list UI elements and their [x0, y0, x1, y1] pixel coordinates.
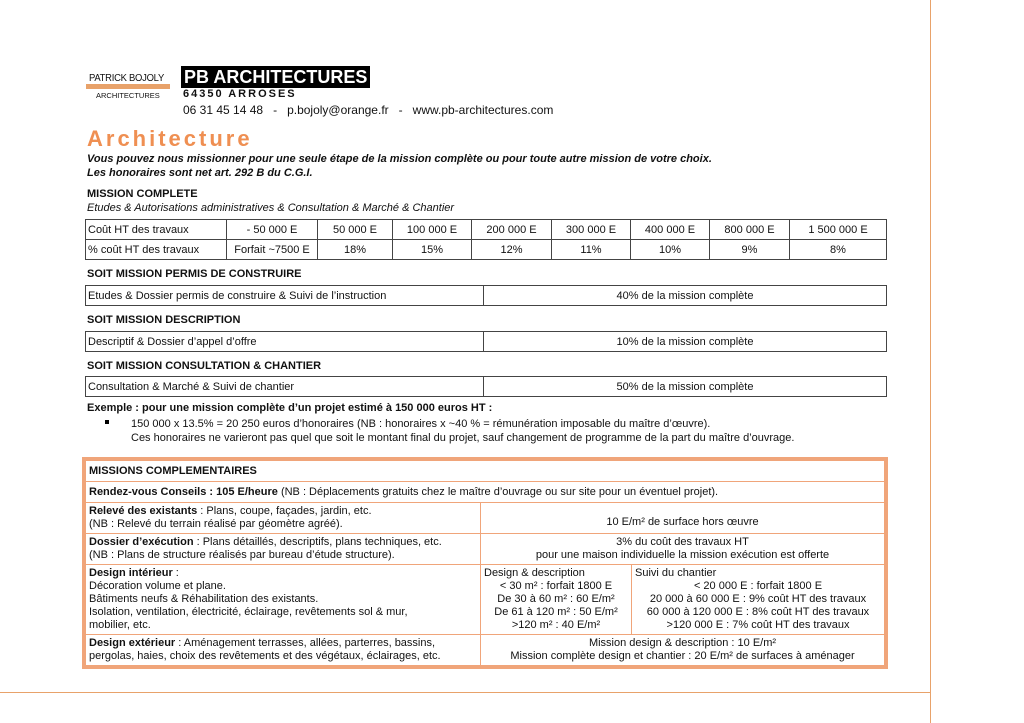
intro — [87, 152, 712, 180]
contact-line: 06 31 45 14 48 - p.bojoly@orange.fr - www.pb-architectures.com — [183, 103, 554, 117]
exec-cell — [86, 534, 481, 565]
di-col1-title: Design & description — [484, 567, 585, 579]
di-chantier-cell — [632, 565, 885, 635]
example-line-1: 150 000 x 13.5% = 20 250 euros d’honoraires (NB : honoraires x ~40 % = rémunération imposable du maître d’œuvre). — [131, 418, 711, 430]
mission-complete-subtitle: Etudes & Autorisations administratives & Consultation & Marché & Chantier — [87, 202, 455, 214]
fee-row-cost — [86, 220, 887, 240]
page-title: Architecture — [87, 126, 253, 151]
horizontal-rule — [0, 692, 930, 693]
di-col2-title: Suivi du chantier — [635, 567, 717, 579]
fee-table — [85, 219, 887, 260]
fee-cell: 50 000 E — [318, 220, 393, 240]
di-col2-line: 60 000 à 120 000 E : 8% coût HT des travaux — [646, 606, 870, 618]
di-col1-line: De 61 à 120 m² : 50 E/m² — [494, 606, 618, 618]
example-heading: Exemple : pour une mission complète d’un projet estimé à 150 000 euros HT : — [87, 402, 493, 414]
fee-cell: % coût HT des travaux — [86, 240, 227, 260]
rdv-title: Rendez-vous Conseils : 105 E/heure — [89, 486, 278, 498]
fee-cell: 10% — [631, 240, 710, 260]
design-exterieur-cell — [86, 635, 481, 666]
rdv-row — [86, 482, 885, 503]
di-line: mobilier, etc. — [89, 619, 151, 631]
de-desc: : Aménagement terrasses, allées, parterres, bassins, — [175, 637, 436, 649]
consultation-table — [85, 376, 887, 397]
di-line: Bâtiments neufs & Réhabilitation des existants. — [89, 593, 319, 605]
di-line: Isolation, ventilation, électricité, éclairage, revêtements sol & mur, — [89, 606, 408, 618]
di-col2-line: < 20 000 E : forfait 1800 E — [693, 580, 823, 592]
missions-complementaires-box — [82, 457, 888, 669]
exec-desc: : Plans détaillés, descriptifs, plans techniques, etc. — [193, 536, 442, 548]
fee-row-percent — [86, 240, 887, 260]
city: 64350 ARROSES — [183, 88, 297, 100]
permis-label: Etudes & Dossier permis de construire & Suivi de l’instruction — [86, 286, 484, 306]
mission-complete-heading: MISSION COMPLETE — [87, 188, 198, 200]
de-price-2: Mission complète design et chantier : 20 E/m² de surfaces à aménager — [510, 650, 855, 662]
exec-title: Dossier d’exécution — [89, 536, 194, 548]
releve-nb: (NB : Relevé du terrain réalisé par géomètre agréé). — [89, 518, 343, 530]
di-col1-line: < 30 m² : forfait 1800 E — [499, 580, 613, 592]
example-bullet — [105, 417, 794, 445]
fee-cell: 8% — [790, 240, 887, 260]
description-heading: SOIT MISSION DESCRIPTION — [87, 314, 241, 326]
releve-desc: : Plans, coupe, façades, jardin, etc. — [197, 505, 372, 517]
di-colon: : — [172, 567, 179, 579]
releve-cell — [86, 503, 481, 534]
fee-cell: 1 500 000 E — [790, 220, 887, 240]
fee-cell: 12% — [472, 240, 552, 260]
de-line-2: pergolas, haies, choix des revêtements et des végétaux, éclairages, etc. — [89, 650, 441, 662]
di-design-cell — [481, 565, 632, 635]
logo-subtitle: ARCHITECTURES — [96, 91, 160, 100]
vertical-rule — [930, 0, 931, 723]
description-label: Descriptif & Dossier d’appel d’offre — [86, 332, 484, 352]
brand-name: PB ARCHITECTURES — [181, 66, 370, 88]
example-line-2: Ces honoraires ne varieront pas quel que soit le montant final du projet, sauf changement de programme de la part du maître d’ouvrage. — [131, 432, 795, 444]
design-interieur-cell — [86, 565, 481, 635]
fee-cell: - 50 000 E — [227, 220, 318, 240]
fee-cell: 800 000 E — [710, 220, 790, 240]
missions-complementaires-table — [85, 460, 885, 666]
fee-cell: 9% — [710, 240, 790, 260]
consultation-label: Consultation & Marché & Suivi de chantier — [86, 377, 484, 397]
description-value: 10% de la mission complète — [484, 332, 887, 352]
exec-price-cell — [481, 534, 885, 565]
rdv-note: (NB : Déplacements gratuits chez le maître d’ouvrage ou sur site pour un éventuel projet). — [277, 486, 719, 498]
permis-value: 40% de la mission complète — [484, 286, 887, 306]
bullet-icon — [105, 420, 109, 424]
di-title: Design intérieur — [89, 567, 173, 579]
intro-line-1: Vous pouvez nous missionner pour une seule étape de la mission complète ou pour toute autre mission de votre choix. — [87, 153, 712, 165]
fee-cell: 18% — [318, 240, 393, 260]
di-col2-line: 20 000 à 60 000 E : 9% coût HT des travaux — [649, 593, 867, 605]
fee-cell: 300 000 E — [552, 220, 631, 240]
permis-heading: SOIT MISSION PERMIS DE CONSTRUIRE — [87, 268, 302, 280]
fee-cell: 11% — [552, 240, 631, 260]
logo-name: PATRICK BOJOLY — [89, 72, 164, 84]
fee-cell: 100 000 E — [393, 220, 472, 240]
de-price-1: Mission design & description : 10 E/m² — [588, 637, 777, 649]
di-col2-line: >120 000 E : 7% coût HT des travaux — [666, 619, 850, 631]
di-col1-line: De 30 à 60 m² : 60 E/m² — [497, 593, 615, 605]
fee-cell: Coût HT des travaux — [86, 220, 227, 240]
releve-title: Relevé des existants — [89, 505, 198, 517]
description-table — [85, 331, 887, 352]
de-price-cell — [481, 635, 885, 666]
de-title: Design extérieur — [89, 637, 176, 649]
releve-price: 10 E/m² de surface hors œuvre — [481, 503, 885, 534]
fee-cell: 400 000 E — [631, 220, 710, 240]
exec-nb: (NB : Plans de structure réalisés par bureau d’étude structure). — [89, 549, 395, 561]
exec-price-1: 3% du coût des travaux HT — [616, 536, 749, 548]
fee-cell: 15% — [393, 240, 472, 260]
di-col1-line: >120 m² : 40 E/m² — [511, 619, 601, 631]
company-logo — [86, 70, 172, 104]
fee-cell: 200 000 E — [472, 220, 552, 240]
complementaires-heading: MISSIONS COMPLEMENTAIRES — [86, 461, 885, 482]
consultation-heading: SOIT MISSION CONSULTATION & CHANTIER — [87, 360, 322, 372]
exec-price-2: pour une maison individuelle la mission exécution est offerte — [535, 549, 830, 561]
di-line: Décoration volume et plane. — [89, 580, 226, 592]
permis-table — [85, 285, 887, 306]
fee-cell: Forfait ~7500 E — [227, 240, 318, 260]
intro-line-2: Les honoraires sont net art. 292 B du C.G.I. — [87, 167, 313, 179]
consultation-value: 50% de la mission complète — [484, 377, 887, 397]
logo-bar — [86, 84, 170, 89]
